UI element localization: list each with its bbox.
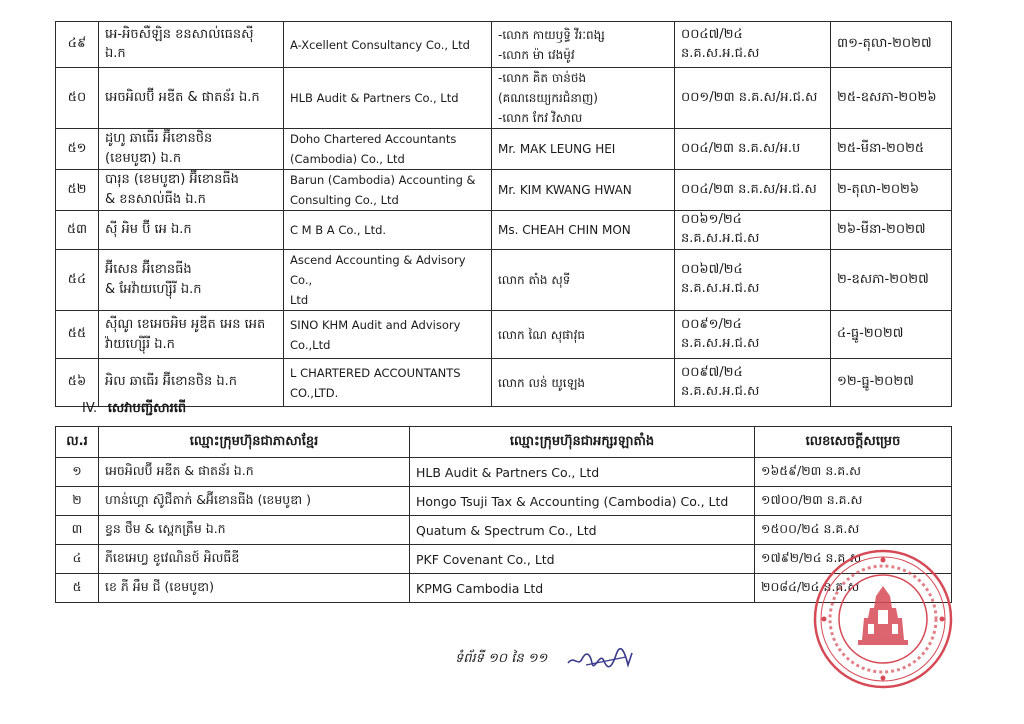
representative-line: លោក លន់ យូឡេង: [498, 375, 586, 390]
table-row: [56, 22, 952, 68]
decision-number: ២០៨៤/២៤ ន.គ.ស: [755, 574, 952, 603]
firm-name-km: អេ-អិចសឺឡិន ខនសាល់ធេនស៊ី ឯ.ក: [99, 22, 284, 68]
license-number: ០០៩១/២៤ ន.គ.ស.អ.ជ.ស: [675, 311, 831, 359]
expiry-date: ៤-ធ្នូ-២០២៧: [831, 311, 952, 359]
license-number: ០០៦៧/២៤ ន.គ.ស.អ.ជ.ស: [675, 250, 831, 311]
expiry-date: ៣១-តុលា-២០២៧: [831, 22, 952, 68]
firm-name-km: អេចអិលប៊ី អឌីត & ផាតន័រ ឯ.ក: [99, 68, 284, 129]
section-number: IV.: [82, 401, 98, 416]
firm-name-en: KPMG Cambodia Ltd: [410, 574, 755, 603]
expiry-date: ១២-ធ្នូ-២០២៧: [831, 359, 952, 407]
header-no: ល.រ: [56, 427, 99, 458]
firm-name-km-line: បារុន (ខេមបូឌា) អ៊ីខោនធីង: [105, 172, 239, 187]
firm-name-km: ខ្វន ថឹម & ស្ពេកត្រឹម ឯ.ក: [99, 516, 410, 545]
firm-name-en: [284, 250, 492, 311]
firm-name-en-line: SINO KHM Audit and Advisory: [290, 317, 461, 332]
firm-name-km-line: អ៊ីសេន អ៊ីខោនធីង: [105, 262, 192, 277]
firm-name-en-line: Co.,Ltd: [290, 337, 331, 352]
expiry-date: ២៥-មីនា-២០២៥: [831, 129, 952, 170]
firm-name-km: អិល ឆាធើរ អ៊ីខោនថិន ឯ.ក: [99, 359, 284, 407]
firm-name-en: HLB Audit & Partners Co., Ltd: [284, 68, 492, 129]
firm-name-en-line: Barun (Cambodia) Accounting &: [290, 173, 476, 187]
firm-name-km: [99, 129, 284, 170]
page-number: ទំព័រទី ១០ នៃ ១១: [455, 651, 548, 666]
row-number: ៥០: [56, 68, 99, 129]
representative-line: -លោក កែវ វិសាល: [498, 111, 583, 125]
firm-name-km-line: វ៉ាយហ្ស៊ើរី ឯ.ក: [105, 336, 175, 352]
representative-line: Ms. CHEAH CHIN MON: [498, 223, 631, 237]
decision-number: ១៧៩២/២៤ ន.គ.ស: [755, 545, 952, 574]
firm-name-km-line: ស៊ីណូ ខេអេចអិម អូឌីត អេន អេត: [105, 316, 266, 332]
representative: [492, 129, 675, 170]
firm-name-km: [99, 250, 284, 311]
row-number: ៥១: [56, 129, 99, 170]
representative-line: Mr. MAK LEUNG HEI: [498, 142, 616, 156]
representative-line: លោក ណៃ សុផាវុធ: [498, 327, 586, 342]
firm-name-en-line: Doho Chartered Accountants: [290, 132, 457, 146]
table-row: [56, 516, 952, 545]
license-number: ០០៦១/២៤ ន.គ.ស.អ.ជ.ស: [675, 211, 831, 250]
representative: [492, 211, 675, 250]
representative-line: (គណនេយ្យករជំនាញ): [498, 91, 598, 105]
representative: [492, 68, 675, 129]
decision-number: ១៧០០/២៣ ន.គ.ស: [755, 487, 952, 516]
header-name-en: ឈ្មោះក្រុមហ៊ុនជាអក្សរឡាតាំង: [410, 427, 755, 458]
table-row: [56, 487, 952, 516]
firm-name-en: A-Xcellent Consultancy Co., Ltd: [284, 22, 492, 68]
row-number: ៥៤: [56, 250, 99, 311]
firm-name-en-line: (Cambodia) Co., Ltd: [290, 152, 405, 166]
section-heading: [82, 400, 186, 419]
license-number: ០០៩៧/២៤ ន.គ.ស.អ.ជ.ស: [675, 359, 831, 407]
signature: [566, 645, 638, 673]
header-name-km: ឈ្មោះក្រុមហ៊ុនជាភាសាខ្មែរ: [99, 427, 410, 458]
firm-name-en: Hongo Tsuji Tax & Accounting (Cambodia) Co., Ltd: [410, 487, 755, 516]
row-number: ៤: [56, 545, 99, 574]
firm-name-km: [99, 311, 284, 359]
firm-name-km: [99, 170, 284, 211]
firms-table: [55, 21, 952, 407]
firm-name-en: [284, 311, 492, 359]
firm-name-km: ភីខេអេហ្វ ខូវេណិនថ៍ អិលធីឌី: [99, 545, 410, 574]
representative-line: លោក តាំង សុទី: [498, 273, 571, 287]
firm-name-km: ហាន់ហ្គោ ស៊ូជីតាក់ &អ៊ីខោនធីង (ខេមបូឌា ): [99, 487, 410, 516]
firm-name-en-line: Ascend Accounting & Advisory Co.,: [290, 253, 466, 287]
table-row: [56, 211, 952, 250]
row-number: ២: [56, 487, 99, 516]
firm-name-km-line: & ខនសាល់ធីង ឯ.ក: [105, 192, 206, 207]
firm-name-km-line: & អែវ៉ាយហ្ស៊ើរី ឯ.ក: [105, 282, 202, 297]
firm-name-km: អេចអិលប៊ី អឌីត & ផាតន័រ ឯ.ក: [99, 458, 410, 487]
table-row: [56, 129, 952, 170]
firm-name-en-line: CO.,LTD.: [290, 385, 339, 400]
firm-name-en-line: Ltd: [290, 293, 309, 307]
representative: [492, 22, 675, 68]
row-number: ៥២: [56, 170, 99, 211]
table-header-row: [56, 427, 952, 458]
representative-line: -លោក កាយឫទ្ធិ វីរៈពង្ស: [498, 27, 605, 42]
decision-number: ១៦៥៩/២៣ ន.គ.ស: [755, 458, 952, 487]
firm-name-en: C M B A Co., Ltd.: [284, 211, 492, 250]
official-seal: [812, 548, 954, 690]
representative-line: -លោក គិត ចាន់ថង: [498, 71, 587, 85]
row-number: ៤៩: [56, 22, 99, 68]
header-decision: លេខសេចក្ដីសម្រេច: [755, 427, 952, 458]
table-row: [56, 359, 952, 407]
expiry-date: ២-តុលា-២០២៦: [831, 170, 952, 211]
firm-name-en: [284, 170, 492, 211]
firm-name-km-line: (ខេមបូឌា) ឯ.ក: [105, 151, 182, 166]
representative-line: -លោក ម៉ា វេងម៉ូវ: [498, 47, 575, 62]
row-number: ៣: [56, 516, 99, 545]
expiry-date: ២៦-មីនា-២០២៧: [831, 211, 952, 250]
license-number: ០០១/២៣ ន.គ.ស/អ.ជ.ស: [675, 68, 831, 129]
expiry-date: ២-ឧសភា-២០២៧: [831, 250, 952, 311]
firm-name-en: PKF Covenant Co., Ltd: [410, 545, 755, 574]
firm-name-en: [284, 359, 492, 407]
representative: [492, 359, 675, 407]
expiry-date: ២៥-ឧសភា-២០២៦: [831, 68, 952, 129]
row-number: ១: [56, 458, 99, 487]
table-row: [56, 458, 952, 487]
table-row: [56, 170, 952, 211]
license-number: ០០៤/២៣ ន.គ.ស/អ.ប: [675, 129, 831, 170]
firm-name-km: ស៊ី អិម ប៊ី អេ ឯ.ក: [99, 211, 284, 250]
representative: [492, 311, 675, 359]
firm-name-en-line: Consulting Co., Ltd: [290, 193, 399, 207]
representative: [492, 250, 675, 311]
row-number: ៥: [56, 574, 99, 603]
firm-name-km: ខេ ភី អឹម ជី (ខេមបូឌា): [99, 574, 410, 603]
table-row: [56, 311, 952, 359]
table-row: [56, 68, 952, 129]
firm-name-km-line: ដូហូ ឆាធើរ អ៊ីខោនថិន: [105, 131, 213, 146]
representative: [492, 170, 675, 211]
license-number: ០០៤៧/២៤ ន.គ.ស.អ.ជ.ស: [675, 22, 831, 68]
firm-name-en: [284, 129, 492, 170]
license-number: ០០៤/២៣ ន.គ.ស/អ.ជ.ស: [675, 170, 831, 211]
firm-name-en: HLB Audit & Partners Co., Ltd: [410, 458, 755, 487]
section-title: សេវាបញ្ជីសារពើ: [107, 401, 187, 416]
row-number: ៥៣: [56, 211, 99, 250]
table-row: [56, 250, 952, 311]
firm-name-en-line: L CHARTERED ACCOUNTANTS: [290, 365, 461, 380]
decision-number: ១៥០០/២៤ ន.គ.ស: [755, 516, 952, 545]
firm-name-en: Quatum & Spectrum Co., Ltd: [410, 516, 755, 545]
representative-line: Mr. KIM KWANG HWAN: [498, 183, 632, 197]
row-number: ៥៦: [56, 359, 99, 407]
row-number: ៥៥: [56, 311, 99, 359]
